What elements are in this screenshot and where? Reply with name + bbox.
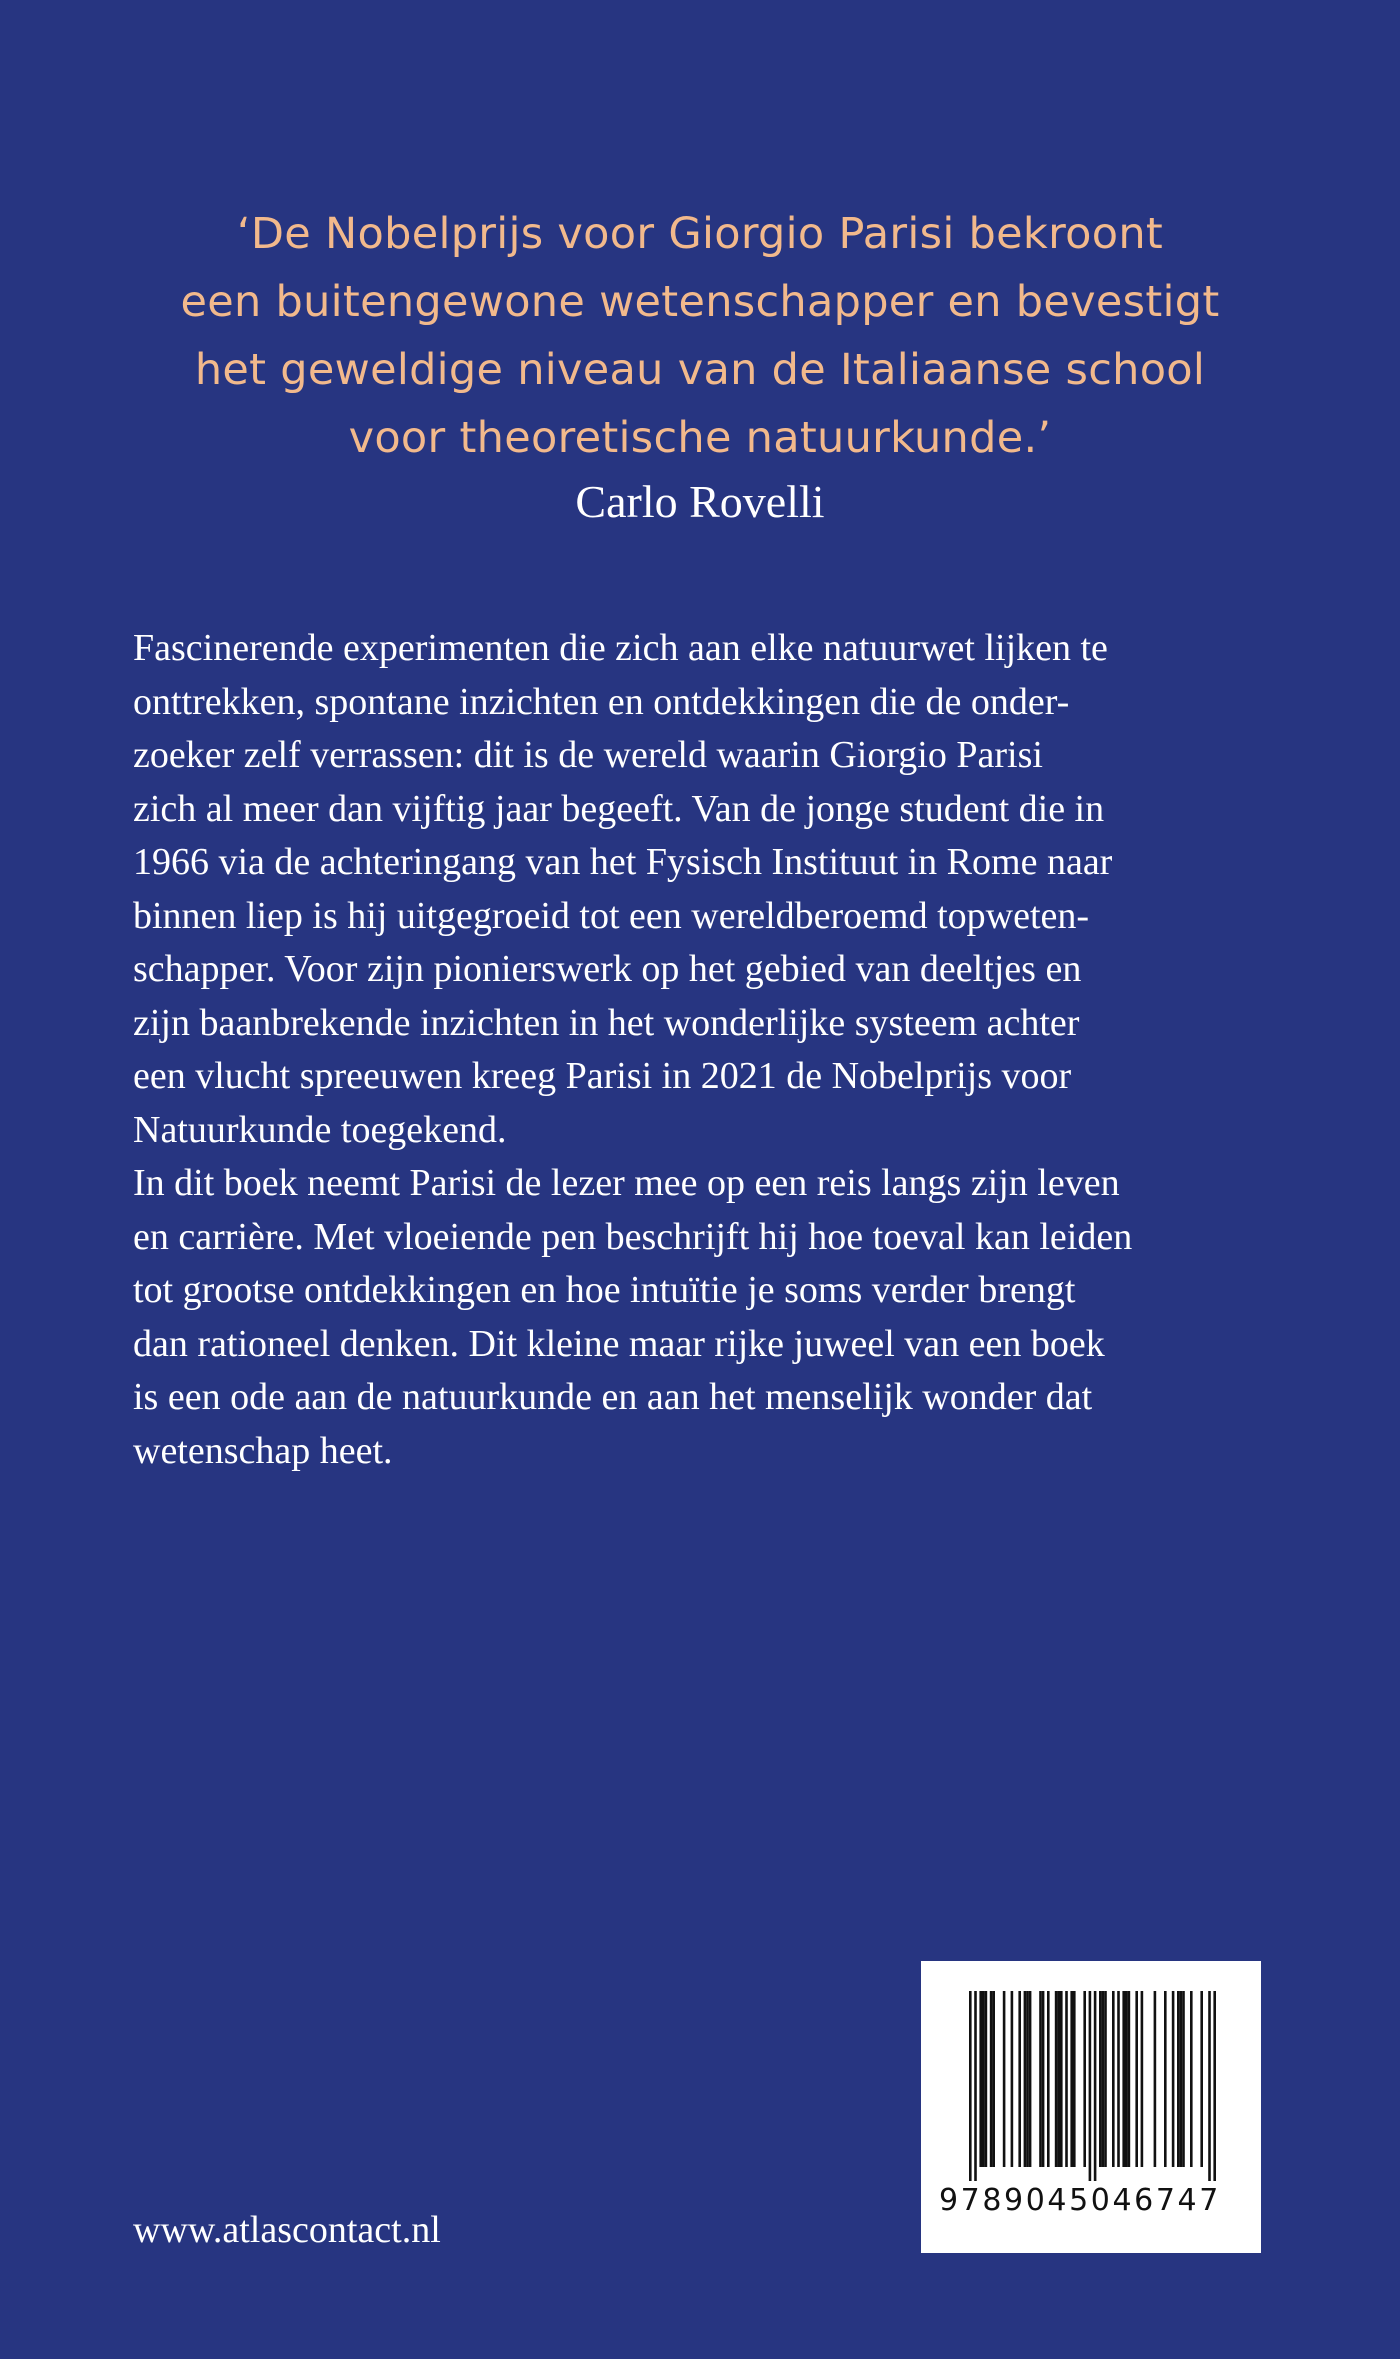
barcode-bar <box>1102 1991 1105 2167</box>
barcode-bar <box>1099 1991 1102 2167</box>
barcode-bar <box>1057 1991 1060 2167</box>
barcode-bar <box>1154 1991 1157 2167</box>
barcode-bar <box>1094 1991 1097 2181</box>
barcode-bar <box>1122 1991 1125 2167</box>
barcode-bar <box>979 1991 982 2167</box>
barcode-bar <box>1024 1991 1027 2167</box>
barcode-bar <box>992 1991 995 2167</box>
blurb-line: Natuurkunde toegekend. <box>133 1108 507 1151</box>
quote-line: het geweldige niveau van de Italiaanse school <box>194 345 1206 395</box>
blurb-line: zijn baanbrekende inzichten in het wonderlijke systeem achter <box>133 1001 1080 1044</box>
barcode-bar <box>1128 1991 1131 2167</box>
barcode-bar <box>1070 1991 1073 2167</box>
barcode-bar <box>974 1991 977 2181</box>
blurb-line: dan rationeel denken. Dit kleine maar rijke juweel van een boek <box>133 1322 1105 1365</box>
barcode-bar <box>1039 1991 1042 2167</box>
blurb-line: en carrière. Met vloeiende pen beschrijft hij hoe toeval kan leiden <box>133 1215 1133 1258</box>
isbn-barcode <box>921 1961 1261 2253</box>
barcode-bar <box>1141 1991 1144 2167</box>
blurb-line: onttrekken, spontane inzichten en ontdekkingen die de onder- <box>133 680 1070 723</box>
barcode-bar <box>1042 1991 1045 2167</box>
barcode-bar <box>1089 1991 1092 2181</box>
barcode-bars <box>969 1991 1229 2181</box>
blurb-line: is een ode aan de natuurkunde en aan het menselijk wonder dat <box>133 1376 1093 1418</box>
isbn-number: 9789045046747 <box>939 2183 1221 2218</box>
barcode-bar <box>1200 1991 1203 2167</box>
blurb-line: wetenschap heet. <box>133 1429 393 1472</box>
blurb-line: zich al meer dan vijftig jaar begeeft. Van de jonge student die in <box>133 787 1105 830</box>
blurb-line: schapper. Voor zijn pionierswerk op het gebied van deeltjes en <box>133 948 1082 990</box>
barcode-bar <box>1018 1991 1021 2167</box>
barcode-bar <box>1073 1991 1076 2167</box>
endorsement-quote <box>130 200 1270 472</box>
barcode-bar <box>1047 1991 1050 2167</box>
blurb-line: een vlucht spreeuwen kreeg Parisi in 2021 de Nobelprijs voor <box>133 1055 1072 1097</box>
blurb-line: Fascinerende experimenten die zich aan elke natuurwet lijken te <box>133 627 1108 669</box>
barcode-bar <box>1164 1991 1167 2167</box>
barcode-bar <box>1026 1991 1029 2167</box>
quote-line: ‘De Nobelprijs voor Giorgio Parisi bekroont <box>236 209 1164 259</box>
book-blurb <box>133 622 1333 1478</box>
barcode-bar <box>969 1991 972 2181</box>
barcode-bar <box>1060 1991 1063 2167</box>
blurb-line: 1966 via de achteringang van het Fysisch Instituut in Rome naar <box>133 841 1113 883</box>
barcode-bar <box>1055 1991 1058 2167</box>
barcode-bar <box>1208 1991 1211 2181</box>
barcode-bar <box>1003 1991 1006 2167</box>
blurb-line: In dit boek neemt Parisi de lezer mee op een reis langs zijn leven <box>133 1162 1120 1204</box>
barcode-bar <box>1104 1991 1107 2167</box>
barcode-bar <box>985 1991 988 2167</box>
barcode-bar <box>1011 1991 1014 2167</box>
blurb-line: zoeker zelf verrassen: dit is de wereld waarin Giorgio Parisi <box>133 734 1043 776</box>
barcode-bar <box>1190 1991 1193 2167</box>
barcode-bar <box>1125 1991 1128 2167</box>
barcode-bar <box>1180 1991 1183 2167</box>
barcode-bar <box>982 1991 985 2167</box>
barcode-bar <box>1213 1991 1216 2181</box>
barcode-bar <box>1065 1991 1068 2167</box>
quote-line: een buitengewone wetenschapper en bevestigt <box>180 277 1220 327</box>
blurb-line: binnen liep is hij uitgegroeid tot een wereldberoemd topweten- <box>133 894 1090 937</box>
barcode-bar <box>1029 1991 1032 2167</box>
barcode-bar <box>1135 1991 1138 2167</box>
barcode-bar <box>1083 1991 1086 2167</box>
quote-line: voor theoretische natuurkunde.’ <box>348 413 1052 463</box>
publisher-website[interactable]: www.atlascontact.nl <box>133 2209 441 2251</box>
barcode-bar <box>1177 1991 1180 2167</box>
barcode-bar <box>1112 1991 1115 2167</box>
quote-author: Carlo Rovelli <box>575 476 825 527</box>
barcode-bar <box>1182 1991 1185 2167</box>
barcode-bar <box>1117 1991 1120 2167</box>
barcode-bar <box>990 1991 993 2167</box>
barcode-bar <box>1172 1991 1175 2167</box>
blurb-line: tot grootse ontdekkingen en hoe intuïtie je soms verder brengt <box>133 1269 1076 1311</box>
